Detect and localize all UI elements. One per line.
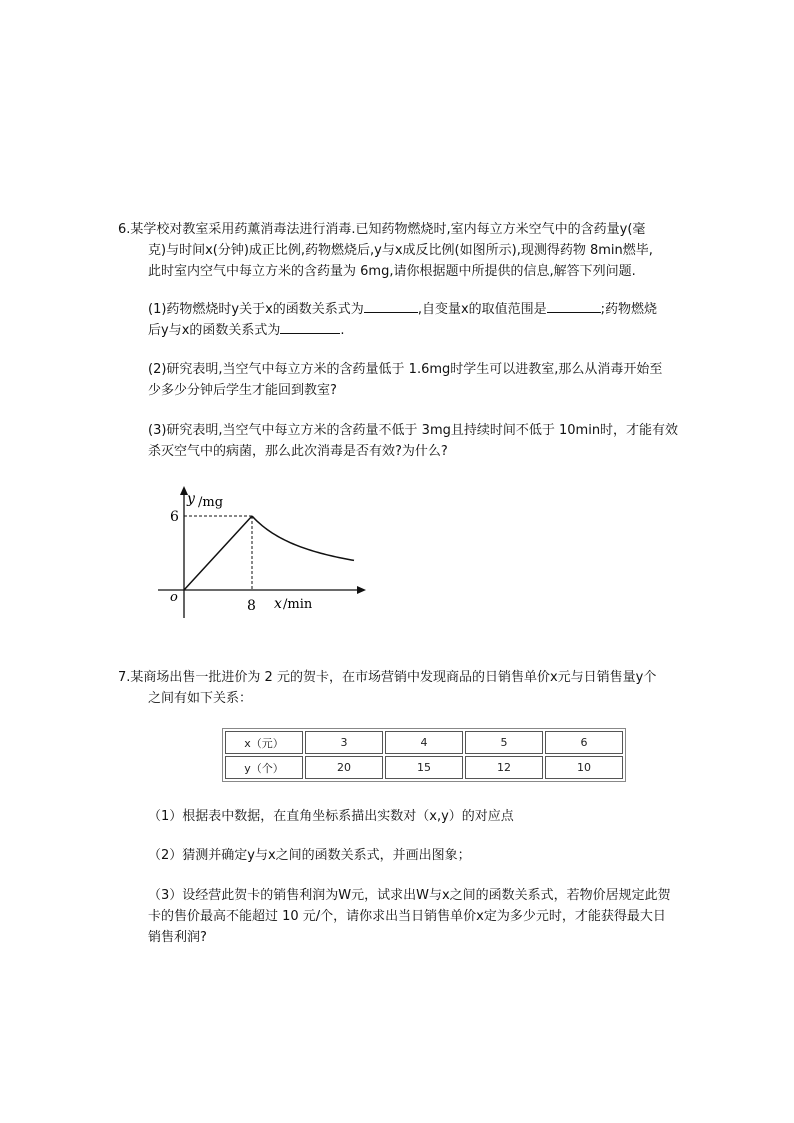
q7-part-3 xyxy=(148,885,708,948)
answer-blank-1[interactable] xyxy=(364,299,418,313)
q6-line-3: 此时室内空气中每立方米的含药量为 6mg,请你根据题中所提供的信息,解答下列问题. xyxy=(148,264,636,279)
table-cell: y（个） xyxy=(225,756,303,779)
y-tick-label: 6 xyxy=(170,509,179,525)
q6-p2-line-1: (2)研究表明,当空气中每立方米的含药量低于 1.6mg时学生可以进教室,那么从消毒开始至 xyxy=(148,362,663,377)
q7-p3-line-1: （3）设经营此贺卡的销售利润为W元，试求出W与x之间的函数关系式，若物价居规定此贺 xyxy=(148,888,671,903)
q6-p2-line-2: 少多少分钟后学生才能回到教室? xyxy=(148,383,337,398)
q6-part-1 xyxy=(148,299,708,341)
x-axis-unit: /min xyxy=(283,597,313,612)
q6-line-1: 6.某学校对教室采用药薰消毒法进行消毒.已知药物燃烧时,室内每立方米空气中的含药量y(毫 xyxy=(118,222,646,237)
y-axis-unit: /mg xyxy=(198,495,224,510)
table-cell: 12 xyxy=(465,756,543,779)
q7-p2-line: （2）猜测并确定y与x之间的函数关系式，并画出图象； xyxy=(148,848,471,863)
table-cell: 5 xyxy=(465,731,543,754)
table-cell: 10 xyxy=(545,756,623,779)
q6-p3-line-1: (3)研究表明,当空气中每立方米的含药量不低于 3mg且持续时间不低于 10min时，才能有效 xyxy=(148,423,679,438)
table-row-y xyxy=(225,756,623,779)
x-axis-var: x xyxy=(274,596,282,612)
x-axis-arrow xyxy=(357,586,366,594)
series-line-burning xyxy=(184,516,252,590)
q6-part-3 xyxy=(148,420,708,462)
q7-part-2 xyxy=(148,845,708,866)
q6-p1-text-d: 后y与x的函数关系式为 xyxy=(148,323,281,338)
q7-p3-line-2: 卡的售价最高不能超过 10 元/个，请你求出当日销售单价x定为多少元时，才能获得最大日 xyxy=(148,909,666,924)
q6-p1-text-c: ;药物燃烧 xyxy=(600,302,658,317)
q7-p1-line: （1）根据表中数据，在直角坐标系描出实数对（x,y）的对应点 xyxy=(148,809,514,824)
q7-line-1: 7.某商场出售一批进价为 2 元的贺卡，在市场营销中发现商品的日销售单价x元与日销售量y个 xyxy=(118,670,657,685)
q7-data-table xyxy=(222,728,626,782)
q6-p1-text-b: ,自变量x的取值范围是 xyxy=(417,302,547,317)
table-cell: 20 xyxy=(305,756,383,779)
q6-p1-text-a: (1)药物燃烧时y关于x的函数关系式为 xyxy=(148,302,364,317)
q6-stem xyxy=(118,219,708,282)
answer-blank-3[interactable] xyxy=(280,320,340,334)
answer-blank-2[interactable] xyxy=(547,299,601,313)
origin-label: o xyxy=(170,590,178,605)
q7-stem xyxy=(118,667,708,709)
q6-p3-line-2: 杀灭空气中的病菌，那么此次消毒是否有效?为什么? xyxy=(148,444,448,459)
table-cell: 3 xyxy=(305,731,383,754)
q6-p1-text-e: . xyxy=(340,323,345,338)
y-axis-var: y xyxy=(187,491,195,507)
series-curve-after xyxy=(252,516,354,560)
table-cell: x（元） xyxy=(225,731,303,754)
q6-line-2: 克)与时间x(分钟)成正比例,药物燃烧后,y与x成反比例(如图所示),现测得药物 8min燃毕, xyxy=(148,243,653,258)
table-cell: 4 xyxy=(385,731,463,754)
q6-graph xyxy=(150,482,380,627)
q7-part-1 xyxy=(148,806,708,827)
q7-line-2: 之间有如下关系： xyxy=(148,691,253,706)
table-row-x xyxy=(225,731,623,754)
table-cell: 15 xyxy=(385,756,463,779)
q7-p3-line-3: 销售利润? xyxy=(148,930,207,945)
table-cell: 6 xyxy=(545,731,623,754)
x-tick-label: 8 xyxy=(247,598,256,614)
q6-part-2 xyxy=(148,359,708,401)
